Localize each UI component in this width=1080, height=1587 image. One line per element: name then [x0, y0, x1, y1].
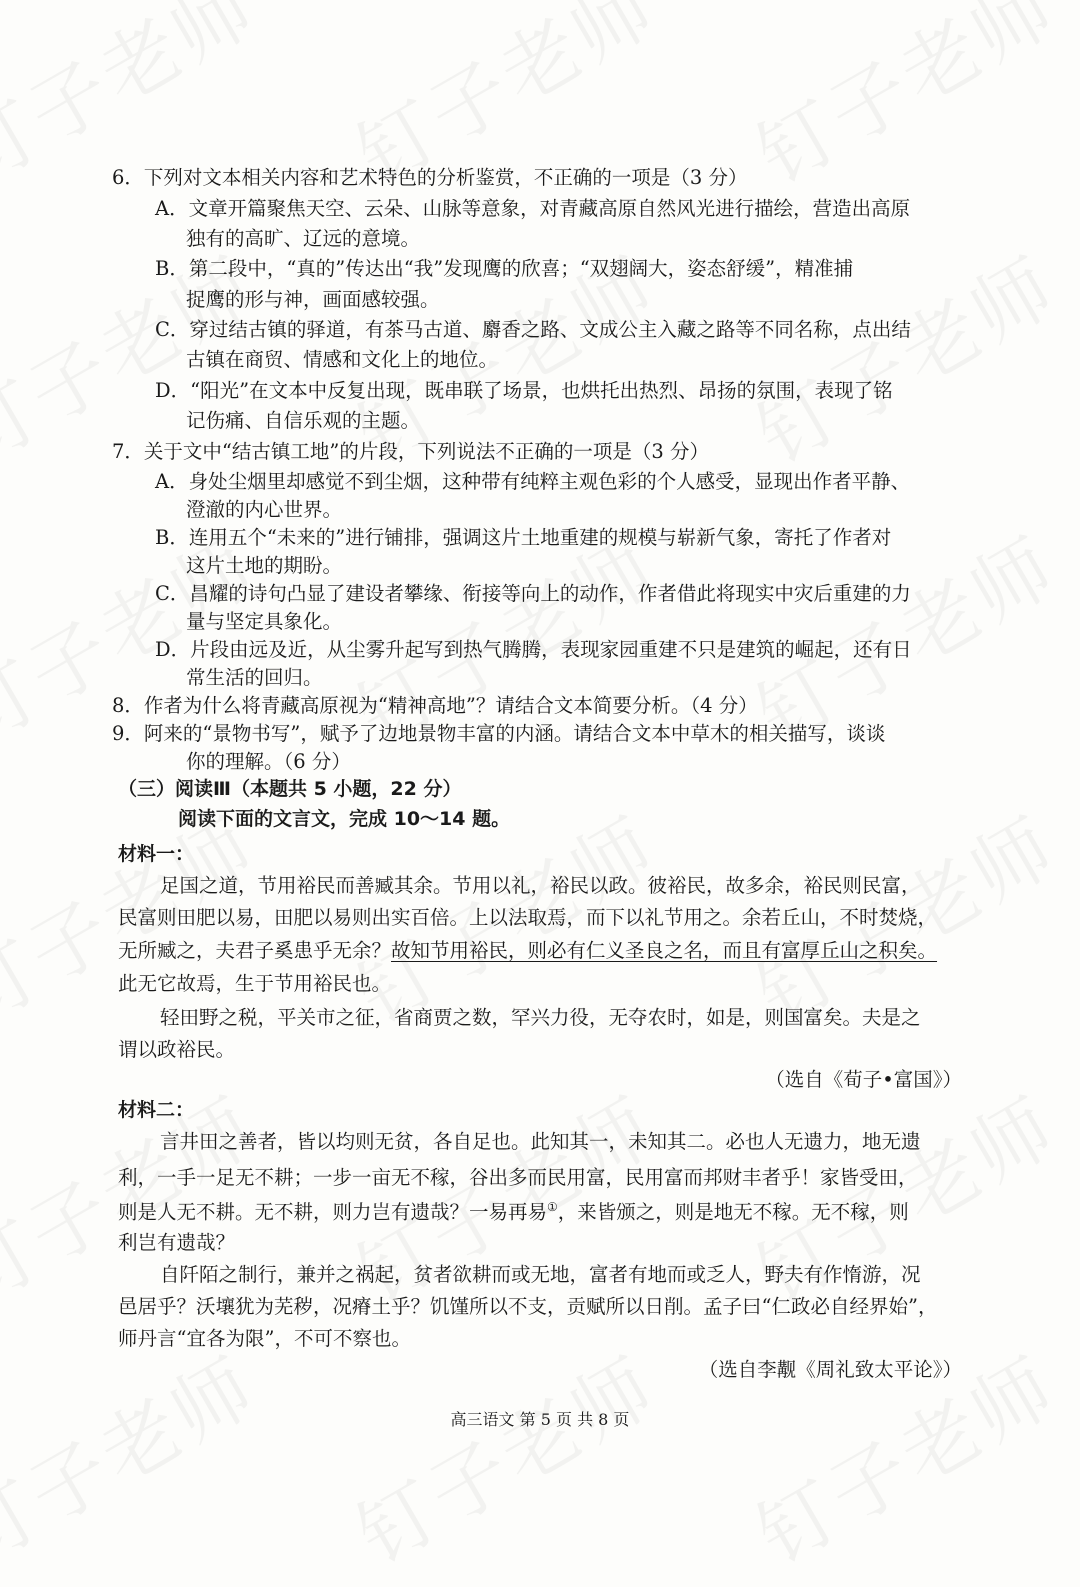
material-1-text: 民富则田肥以易，田肥以易则出实百倍。上以法取焉，而下以礼节用之。余若丘山，不时焚烧， [118, 906, 938, 929]
question-7-option-d: D．片段由远及近，从尘雾升起写到热气腾腾，表现家园重建不只是建筑的崛起，还有日 [155, 638, 912, 661]
question-8: 8．作者为什么将青藏高原视为“精神高地”？请结合文本简要分析。（4 分） [112, 694, 758, 717]
question-6-option-c-cont: 古镇在商贸、情感和文化上的地位。 [186, 348, 499, 371]
question-6-option-a-cont: 独有的高旷、辽远的意境。 [186, 227, 421, 250]
section-instruction: 阅读下面的文言文，完成 10～14 题。 [178, 808, 511, 830]
material-1-text [118, 941, 937, 961]
material-2-text: 言井田之善者，皆以均则无贫，各自足也。此知其一，未知其二。必也人无遗力，地无遗 [160, 1130, 921, 1153]
question-6-option-b: B．第二段中，“真的”传达出“我”发现鹰的欣喜；“双翅阔大，姿态舒缓”，精准捕 [155, 257, 854, 280]
question-6-option-a: A．文章开篇聚焦天空、云朵、山脉等意象，对青藏高原自然风光进行描绘，营造出高原 [155, 197, 911, 220]
question-6-stem: 6．下列对文本相关内容和艺术特色的分析鉴赏，不正确的一项是（3 分） [112, 166, 748, 189]
material-2-text: 邑居乎？沃壤犹为芜秽，况瘠土乎？饥馑所以不支，贡赋所以日削。孟子曰“仁政必自经界始”， [118, 1295, 938, 1318]
material-2-label: 材料二： [118, 1099, 195, 1121]
section-heading: （三）阅读Ⅲ（本题共 5 小题，22 分） [118, 778, 462, 800]
question-7-option-a-cont: 澄澈的内心世界。 [186, 498, 343, 521]
question-7-option-a: A．身处尘烟里却感觉不到尘烟，这种带有纯粹主观色彩的个人感受，显现出作者平静、 [155, 470, 911, 493]
question-6-option-d: D．“阳光”在文本中反复出现，既串联了场景，也烘托出热烈、昂扬的氛围，表现了铭 [155, 379, 893, 402]
material-1-label: 材料一： [118, 843, 195, 865]
question-7-option-b-cont: 这片土地的期盼。 [186, 554, 343, 577]
question-6-option-d-cont: 记伤痛、自信乐观的主题。 [186, 409, 421, 432]
material-2-text: 师丹言“宜各为限”，不可不察也。 [118, 1327, 411, 1350]
page-footer: 高三语文 第 5 页 共 8 页 [450, 1410, 630, 1429]
material-2-source: （选自李觏《周礼致太平论》） [698, 1358, 962, 1381]
question-7-option-b: B．连用五个“未来的”进行铺排，强调这片土地重建的规模与崭新气象，寄托了作者对 [155, 526, 892, 549]
question-7-stem: 7．关于文中“结古镇工地”的片段，下列说法不正确的一项是（3 分） [112, 440, 709, 463]
material-2-text-plain: ，来皆颁之，则是地无不稼。无不稼，则 [557, 1200, 909, 1224]
question-9-cont: 你的理解。（6 分） [186, 750, 351, 773]
material-2-text: 利，一手一足无不耕；一步一亩无不稼，谷出多而民用富，民用富而邦财丰者乎！家皆受田， [118, 1166, 918, 1189]
material-1-text: 足国之道，节用裕民而善臧其余。节用以礼，裕民以政。彼裕民，故多余，裕民则民富， [160, 874, 921, 897]
material-1-text: 轻田野之税，平关市之征，省商贾之数，罕兴力役，无夺农时，如是，则国富矣。夫是之 [160, 1006, 921, 1029]
question-9: 9．阿来的“景物书写”，赋予了边地景物丰富的内涵。请结合文本中草木的相关描写，谈谈 [112, 722, 886, 745]
material-1-text: 此无它故焉，生于节用裕民也。 [118, 972, 392, 995]
material-1-underlined-sentence: 故知节用裕民，则必有仁义圣良之名，而且有富厚丘山之积矣。 [391, 939, 938, 962]
material-2-text [118, 1201, 909, 1222]
material-1-source: （选自《荀子•富国》） [765, 1068, 962, 1091]
material-2-text-plain: 则是人无不耕。无不耕，则力岂有遗哉？一易再易 [118, 1200, 548, 1224]
footnote-marker: ① [547, 1200, 558, 1214]
question-6-option-b-cont: 捉鹰的形与神，画面感较强。 [186, 288, 440, 311]
question-7-option-c-cont: 量与坚定具象化。 [186, 610, 343, 633]
material-1-text-plain: 无所臧之，夫君子奚患乎无余？ [118, 939, 392, 962]
material-2-text: 利岂有遗哉？ [118, 1231, 236, 1254]
question-7-option-c: C．昌耀的诗句凸显了建设者攀缘、衔接等向上的动作，作者借此将现实中灾后重建的力 [155, 582, 911, 605]
question-6-option-c: C．穿过结古镇的驿道，有茶马古道、麝香之路、文成公主入藏之路等不同名称，点出结 [155, 318, 911, 341]
question-7-option-d-cont: 常生活的回归。 [186, 666, 323, 689]
material-2-text: 自阡陌之制行，兼并之祸起，贫者欲耕而或无地，富者有地而或乏人，野夫有作惰游，况 [160, 1263, 921, 1286]
material-1-text: 谓以政裕民。 [118, 1038, 236, 1061]
